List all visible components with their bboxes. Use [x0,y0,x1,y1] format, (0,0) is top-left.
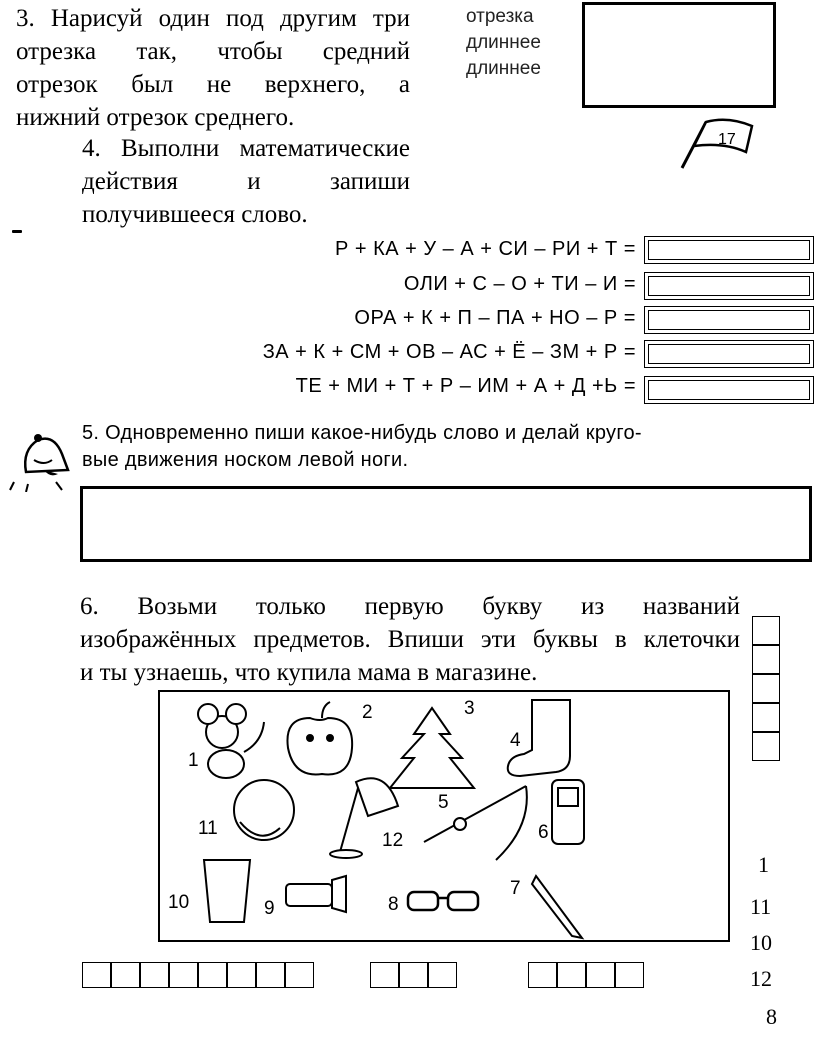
answer-box-5[interactable] [644,376,814,404]
task-3-line: 3. Нарисуй один под другим три [16,5,410,32]
bell-icon [8,420,80,497]
equation-1: Р + КА + У – А + СИ – РИ + Т = [334,238,636,260]
answer-box-4[interactable] [644,340,814,368]
letter-cell[interactable] [256,962,285,988]
letter-cell[interactable] [615,962,644,988]
pictures-frame [158,690,730,942]
letter-cell[interactable] [557,962,586,988]
pencil-icon [532,876,582,938]
side-number: 1 [758,852,769,877]
letter-cell[interactable] [428,962,457,988]
equation-3: ОРА + К + П – ПА + НО – Р = [354,307,636,329]
segment-label: отрезка [466,6,534,27]
picture-number: 11 [198,818,218,839]
segment-label: длиннее [466,58,541,79]
letter-cell[interactable] [752,703,780,732]
letter-cell[interactable] [140,962,169,988]
picture-number: 6 [538,822,549,843]
letter-cell[interactable] [198,962,227,988]
task-6-line: 6. Возьми только первую букву из названий [80,593,740,620]
picture-number: 7 [510,878,521,899]
letter-cell[interactable] [370,962,399,988]
letter-cell[interactable] [752,674,780,703]
picture-number: 10 [168,892,190,913]
segment-label: длиннее [466,32,541,53]
letter-cell[interactable] [285,962,314,988]
letter-cell[interactable] [752,732,780,761]
orange-icon [234,780,294,840]
letter-cell[interactable] [169,962,198,988]
apple-icon [287,702,352,774]
side-number: 8 [766,1004,777,1029]
writing-box[interactable] [80,486,812,562]
picture-number: 5 [438,792,449,813]
mouse-icon [198,704,264,778]
flashlight-icon [286,876,346,912]
picture-number: 3 [464,698,475,719]
tree-icon [390,708,474,788]
equation-4: ЗА + К + СМ + ОВ – АС + Ё – ЗМ + Р = [262,341,636,363]
picture-number: 8 [388,894,399,915]
picture-number: 9 [264,898,275,919]
drawing-box[interactable] [582,2,776,108]
flag-number: 17 [718,131,736,148]
answer-box-1[interactable] [644,236,814,264]
task-6-line: и ты узнаешь, что купила мама в магазине. [80,659,538,686]
dash-mark [12,230,22,233]
answer-box-3[interactable] [644,306,814,334]
flag-icon [676,116,756,170]
equation-2: ОЛИ + С – О + ТИ – И = [403,273,636,295]
glass-icon [204,860,250,922]
phone-icon [552,780,584,844]
letter-cell[interactable] [399,962,428,988]
letter-cell[interactable] [82,962,111,988]
picture-number: 2 [362,702,373,723]
side-number: 12 [750,966,772,991]
letter-cell[interactable] [752,616,780,645]
task-3-line: отрезка так, чтобы средний [16,38,410,65]
task-4-line: получившееся слово. [82,201,308,228]
segment-labels [466,4,576,82]
glasses-icon [408,892,478,910]
task-5-line: 5. Одновременно пиши какое-нибудь слово и делай круго- [82,422,642,444]
answer-box-2[interactable] [644,272,814,300]
letter-cell[interactable] [227,962,256,988]
letter-cell[interactable] [752,645,780,674]
task-5-line: вые движения носком левой ноги. [82,449,409,471]
task-5-text [82,420,812,474]
picture-number: 1 [188,750,199,771]
equation-5: ТЕ + МИ + Т + Р – ИМ + А + Д +Ь = [295,375,636,397]
task-6-line: изображённых предметов. Впиши эти буквы в клеточки [80,626,740,653]
task-4-line: 4. Выполни математические [82,135,410,162]
letter-cell[interactable] [528,962,557,988]
letter-cell[interactable] [111,962,140,988]
flag-17 [676,116,756,175]
picture-number: 4 [510,730,521,751]
task-3-text [16,2,410,134]
picture-number: 12 [382,830,404,851]
side-number: 10 [750,930,772,955]
task-3-line: отрезок был не верхнего, а [16,71,410,98]
task-6-text [80,590,740,689]
letter-cell[interactable] [586,962,615,988]
task-4-text [82,132,410,231]
side-number: 11 [750,894,772,919]
task-3-line: нижний отрезок среднего. [16,104,295,131]
task-4-line: действия и запиши [82,168,410,195]
